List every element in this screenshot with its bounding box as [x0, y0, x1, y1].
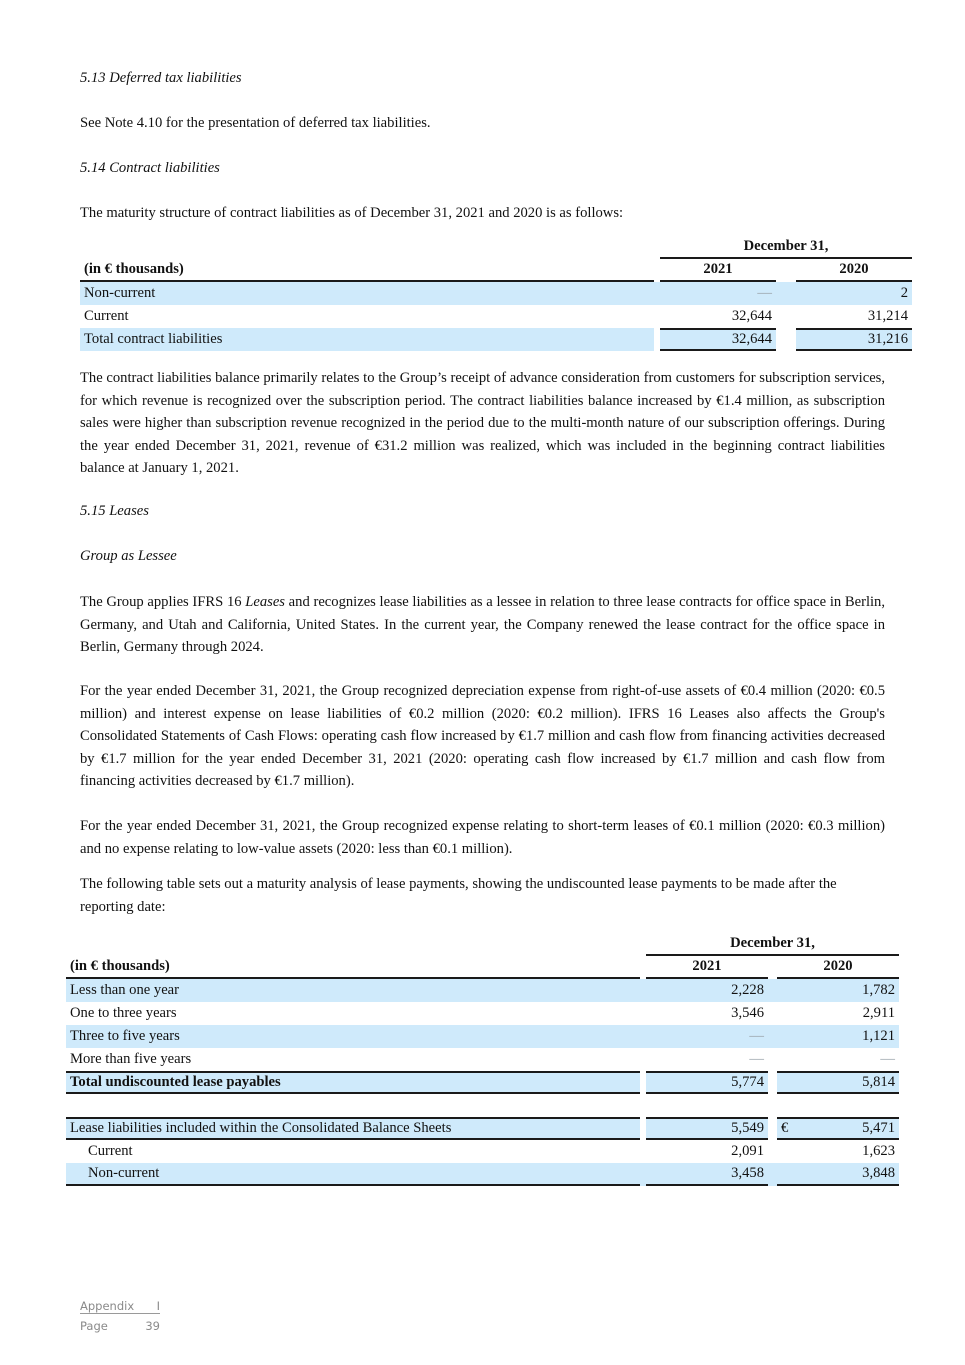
value-2021: —: [646, 1025, 768, 1048]
balance-sheet-row: [66, 1117, 899, 1140]
para1-text-cont: and recognizes lease liabilities as a lessee in relation to three lease contracts for office space in Berlin, Germany, and Utah and California, United States. In the current year, the Company renewed the lease contract for the office space in Berlin, Germany through 2024.: [80, 594, 885, 655]
section-5-13-text: See Note 4.10 for the presentation of deferred tax liabilities.: [80, 115, 431, 131]
leases-paragraph-2: For the year ended December 31, 2021, the Group recognized depreciation expense from right-of-use assets of €0.4 million (2020: €0.5 million) and interest expense on lease liabilities of €0.2 million (2020: €0.2 million). IFRS 16 Leases also affects the Group's Consolidated Statements of Cash Flows: operating cash flow increased by €1.7 million and cash flow from financing activities decreased by €1.7 million for the year ended December 31, 2021 (2020: operating cash flow increased by €1.7 million and cash flow from financing activities decreased by €1.7 million).: [80, 683, 885, 789]
section-5-14-intro: The maturity structure of contract liabilities as of December 31, 2021 and 2020 is as follows:: [80, 205, 624, 221]
value-2020: 1,623: [862, 1143, 895, 1159]
row-label: Current: [84, 308, 129, 324]
row-label: More than five years: [70, 1051, 192, 1067]
contract-liabilities-paragraph: The contract liabilities balance primarily relates to the Group’s receipt of advance consideration from customers for subscription services, for which revenue is recognized over the subscription period. The contract liabilities balance increased by €1.4 million, as subscription sales were higher than subscription revenue recognized in the period due to the multi-month nature of our subscription offerings. During the year ended December 31, 2021, revenue of €31.2 million was realized, which was included in the beginning contract liabilities balance at January 1, 2021.: [80, 370, 885, 476]
row-label: Three to five years: [66, 1025, 640, 1048]
appendix-value: I: [156, 1299, 160, 1313]
row-label: Non-current: [80, 282, 654, 305]
balance-sheet-row: [66, 1163, 899, 1186]
row-label: Total contract liabilities: [80, 328, 654, 351]
col-header-2020: 2020: [796, 259, 912, 282]
col-header-2021: 2021: [660, 259, 776, 282]
value-2020: 1,782: [777, 979, 899, 1002]
value-2021: 3,458: [646, 1163, 768, 1186]
value-2020: 2,911: [862, 1005, 895, 1021]
group-header: December 31,: [660, 236, 912, 259]
table-row: [66, 979, 899, 1002]
value-2020-cell: [777, 1117, 899, 1140]
table-row: [66, 1025, 899, 1048]
value-2020: —: [880, 1051, 895, 1067]
page-number: 39: [145, 1319, 160, 1333]
value-2021: 3,546: [731, 1005, 764, 1021]
leases-paragraph-4: The following table sets out a maturity analysis of lease payments, showing the undiscounted lease payments to be made after the reporting date:: [80, 876, 837, 915]
row-label: One to three years: [70, 1005, 177, 1021]
row-label: Non-current: [66, 1163, 640, 1186]
value-2021: 32,644: [731, 308, 772, 324]
table-row: [80, 282, 912, 305]
unit-label: (in € thousands): [80, 259, 654, 282]
value-2021: 5,549: [646, 1117, 768, 1140]
col-header-2020: 2020: [777, 956, 899, 979]
value-2020: 5,471: [862, 1120, 895, 1136]
value-2020: 2: [796, 282, 912, 305]
group-as-lessee-subheading: Group as Lessee: [80, 548, 177, 564]
section-5-13-heading: 5.13 Deferred tax liabilities: [80, 70, 242, 86]
balance-sheet-row: [66, 1140, 899, 1163]
value-2020: 3,848: [777, 1163, 899, 1186]
value-2021: 5,774: [646, 1071, 768, 1094]
value-2021: 2,228: [646, 979, 768, 1002]
lease-maturity-table: [66, 933, 899, 1186]
contract-liabilities-table: [80, 236, 912, 351]
table-row: [80, 305, 912, 328]
currency-symbol: €: [781, 1120, 789, 1136]
footer-page: [80, 1319, 160, 1333]
row-label: Current: [88, 1143, 133, 1159]
table-row: [66, 1002, 899, 1025]
leases-paragraph-1: [80, 591, 885, 659]
value-2020: 1,121: [777, 1025, 899, 1048]
col-header-2021: 2021: [646, 956, 768, 979]
appendix-label: Appendix: [80, 1299, 135, 1313]
leases-paragraph-3: For the year ended December 31, 2021, the Group recognized expense relating to short-term leases of €0.1 million (2020: €0.3 million) and no expense relating to low-value assets (2020: less than €0.1 million).: [80, 818, 885, 857]
value-2021: 32,644: [660, 328, 776, 351]
value-2020: 31,216: [796, 328, 912, 351]
unit-label: (in € thousands): [66, 956, 640, 979]
value-2021: —: [749, 1051, 764, 1067]
group-header: December 31,: [646, 933, 899, 956]
para1-text: The Group applies IFRS 16: [80, 594, 246, 610]
value-2021: 2,091: [731, 1143, 764, 1159]
para1-italic-term: Leases: [245, 594, 285, 610]
row-label: Lease liabilities included within the Consolidated Balance Sheets: [66, 1117, 640, 1140]
value-2020: 5,814: [777, 1071, 899, 1094]
row-label: Total undiscounted lease payables: [66, 1071, 640, 1094]
table-row-total: [80, 328, 912, 351]
page-label: Page: [80, 1319, 108, 1333]
section-5-14-heading: 5.14 Contract liabilities: [80, 160, 220, 176]
table-row: [66, 1048, 899, 1071]
table-row-total: [66, 1071, 899, 1094]
footer-appendix: [80, 1299, 160, 1314]
row-label: Less than one year: [66, 979, 640, 1002]
value-2021: —: [660, 282, 776, 305]
value-2020: 31,214: [867, 308, 908, 324]
section-5-15-heading: 5.15 Leases: [80, 503, 149, 519]
